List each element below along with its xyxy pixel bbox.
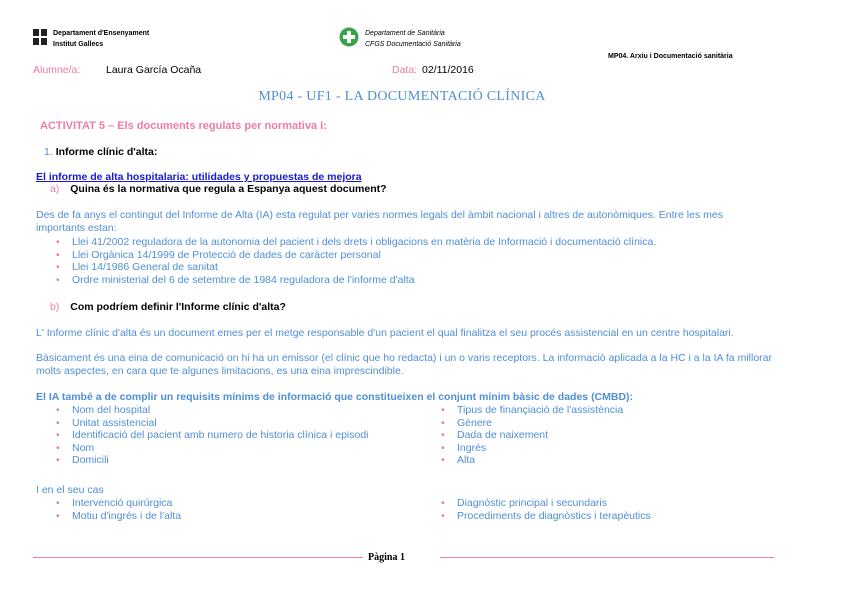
footer-rule-left (33, 557, 363, 558)
header-center-line1: Departament de Sanitària (365, 30, 445, 37)
header-right: MP04. Arxiu i Documentació sanitària (608, 53, 733, 60)
law-item: • Llei 14/1986 General de sanitat (54, 261, 754, 274)
student-label: Alumne/a: (33, 64, 81, 76)
law-item: • Llei Orgànica 14/1999 de Protecció de dades de caràcter personal (54, 249, 754, 262)
case-item: • Diagnòstic principal i secundaris (439, 497, 759, 510)
paragraph-a: Des de fa anys el contingut del Informe de Alta (IA) esta regulat per varies normes legals del àmbit nacional i altres de autonòmiques. Entre les mes importants estan: (36, 209, 723, 234)
cmbd-item: • Gènere (439, 417, 759, 430)
header-left-line2: Institut Gallecs (53, 41, 104, 48)
institution-logo (33, 29, 47, 45)
cmbd-item: • Dada de naixement (439, 429, 759, 442)
question-a-letter: a) (50, 183, 60, 195)
cmbd-item: • Tipus de finançiació de l'assistència (439, 404, 759, 417)
cmbd-item: • Identificació del pacient amb numero de historia clínica i episodi (54, 429, 394, 442)
cmbd-item: • Domicili (54, 454, 394, 467)
case-label: I en el seu cas (36, 484, 104, 496)
page-number: Pàgina 1 (368, 552, 405, 563)
question-b-letter: b) (50, 301, 60, 313)
section-1-title: Informe clínic d'alta: (55, 146, 158, 158)
cmbd-right-list (439, 404, 759, 467)
question-a-text: Quina és la normativa que regula a Espanya aquest document? (70, 183, 387, 195)
question-b-text: Com podríem definir l'Informe clínic d'alta? (70, 301, 286, 313)
date-value: 02/11/2016 (422, 64, 474, 76)
cmbd-heading: El IA també a de complir un requisits mínims de informació que constitueixen el conjunt mínim bàsic de dades (CMBD): (36, 391, 634, 403)
header-left-line1: Departament d'Ensenyament (53, 30, 150, 37)
paragraph-b1: L' Informe clínic d'alta és un document emes per el metge responsable d'un pacient el qual finalitza el seu procés assistencial en un centre hospitalari. (36, 327, 734, 339)
page-title: MP04 - UF1 - LA DOCUMENTACIÓ CLÍNICA (258, 89, 546, 104)
cmbd-item: • Nom del hospital (54, 404, 394, 417)
header-center-line2: CFGS Documentació Sanitària (365, 41, 461, 48)
cmbd-item: • Unitat assistencial (54, 417, 394, 430)
law-item: • Ordre ministerial del 6 de setembre de 1984 reguladora de l'informe d'alta (54, 274, 754, 287)
student-name: Laura García Ocaña (106, 64, 202, 76)
case-item: • Motiu d'ingrés i de l'alta (54, 510, 394, 523)
question-b (50, 301, 286, 313)
activity-heading: ACTIVITAT 5 – Els documents regulats per normativa I: (40, 120, 327, 132)
laws-list (54, 236, 754, 286)
law-item: • Llei 41/2002 reguladora de la autonomia del pacient i dels drets i obligacions en matèria de Informació i documentació clínica. (54, 236, 754, 249)
cmbd-item: • Nom (54, 442, 394, 455)
case-item: • Intervenció quirúrgica (54, 497, 394, 510)
question-a (50, 183, 387, 195)
section-1-heading (44, 146, 157, 158)
date-label: Data: (392, 64, 418, 76)
reference-link[interactable]: El informe de alta hospitalaria: utilidades y propuestas de mejora (36, 171, 362, 183)
health-department-logo-icon (339, 27, 359, 47)
cmbd-item: • Ingrés (439, 442, 759, 455)
footer-rule-right (440, 557, 774, 558)
cmbd-item: • Alta (439, 454, 759, 467)
case-left-list (54, 497, 394, 522)
case-item: • Procediments de diagnòstics i terapèutics (439, 510, 759, 523)
cmbd-left-list (54, 404, 394, 467)
paragraph-b2: Bàsicament és una eina de comunicació on hi ha un emissor (el clínic que ho redacta) i un o varis receptors. La informació aplicada a la HC i a la IA fa millorar molts aspectes, en cara que te algunes limitacions, es una eina imprescindible. (36, 352, 772, 377)
section-1-number: 1. (44, 146, 53, 158)
case-right-list (439, 497, 759, 522)
